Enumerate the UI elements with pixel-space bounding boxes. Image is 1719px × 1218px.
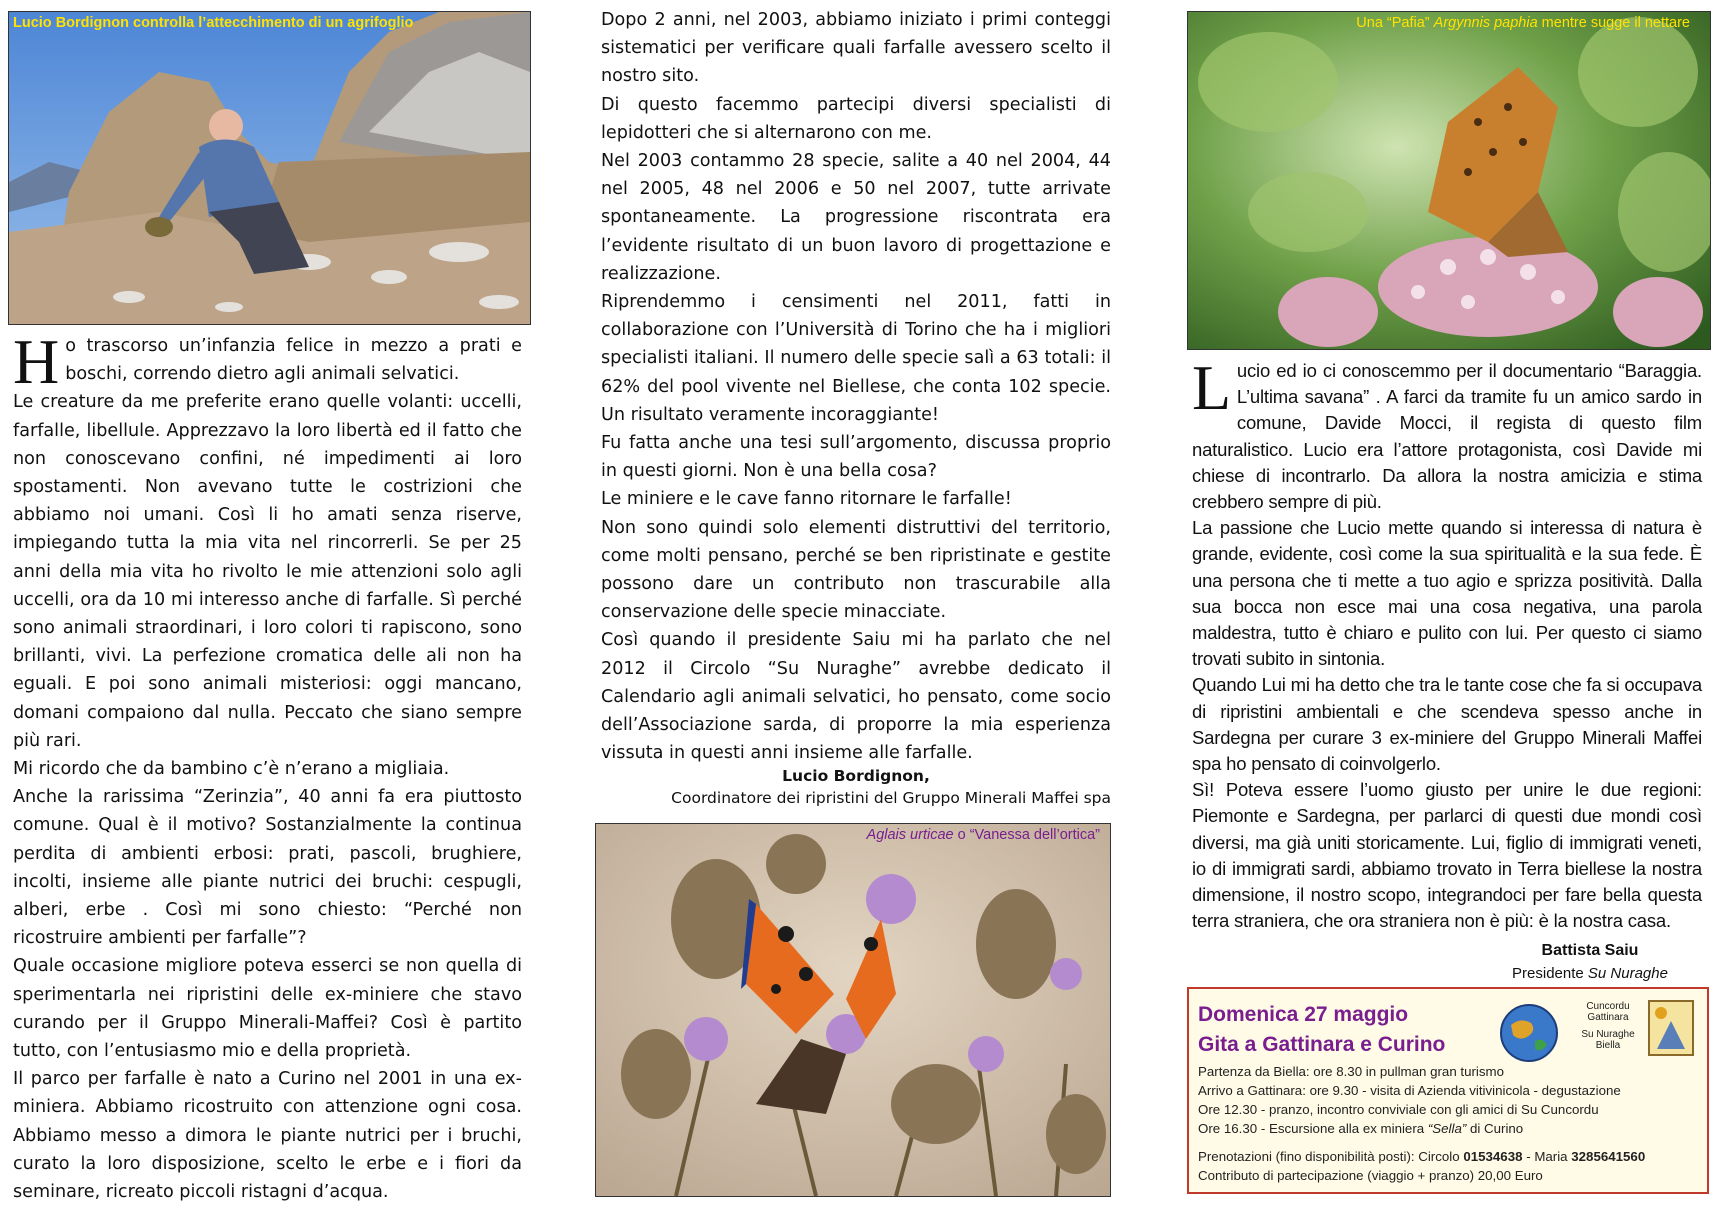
paragraph: Il parco per farfalle è nato a Curino nel 2001 in una ex-miniera. Abbiamo ricostruito con attenzione ogni cosa. Abbiamo messo a dimora le piante nutrici per i bruchi, curato la loro disposizione, scelto le erbe e i fiori da seminare, ricreato piccoli ristagni d’acqua. (13, 1069, 522, 1203)
phone-circolo: 01534638 (1463, 1149, 1523, 1164)
photo-lucio-quarry (8, 11, 531, 325)
phone-maria: 3285641560 (1571, 1149, 1646, 1164)
event-detail-line: Arrivo a Gattinara: ore 9.30 - visita di Azienda vitivinicola - degustazione (1198, 1083, 1621, 1098)
paragraph: Di questo facemmo partecipi diversi specialisti di lepidotteri che si alternarono con me. (601, 94, 1111, 143)
photo-argynnis-paphia (1187, 11, 1711, 350)
paragraph: Riprendemmo i censimenti nel 2011, fatti in collaborazione con l’Università di Torino che ha i migliori specialisti italiani. Il numero delle specie salì a 63 totali: il 62% del pool vivente nel Biellese, che conta 102 specie. Un risultato veramente incoraggiante! (601, 292, 1111, 425)
paragraph: Fu fatta anche una tesi sull’argomento, discussa proprio in questi giorni. Non è una bella cosa? (601, 433, 1111, 482)
logo-text: Su Nuraghe (1581, 1029, 1635, 1040)
booking-line (1198, 1149, 1645, 1164)
contribution-line: Contributo di partecipazione (viaggio + pranzo) 20,00 Euro (1198, 1168, 1543, 1183)
signature-name: Battista Saiu (1541, 942, 1639, 959)
signature-role-org: Su Nuraghe (1587, 965, 1668, 982)
paragraph: o trascorso un’infanzia felice in mezzo a prati e boschi, correndo dietro agli animali selvatici. (65, 336, 522, 385)
paragraph: ucio ed io ci conoscemmo per il documentario “Baraggia. L’ultima savana” . A farci da tramite fu un amico sardo in comune, Davide Mocci, il regista di questo film naturalistico. Lucio era l’attore protagonista, così Davide mi chiese di incontrarlo. Da allora la nostra amicizia e stima crebbero sempre di più. (1192, 360, 1702, 513)
dropcap: L (1192, 352, 1231, 423)
event-detail-line: Partenza da Biella: ore 8.30 in pullman gran turismo (1198, 1064, 1504, 1079)
detail-text: di Curino (1466, 1121, 1524, 1136)
paragraph: Quando Lui mi ha detto che tra le tante cose che fa si occupava di ripristini ambientali e che scendeva spesso anche in Sardegna per curare 3 ex-miniere del Gruppo Minerali Maffei spa ho pensato di coinvolgerlo. (1192, 674, 1702, 775)
paragraph: Dopo 2 anni, nel 2003, abbiamo iniziato i primi conteggi sistematici per verificare quali farfalle avessero scelto il nostro sito. (601, 10, 1111, 87)
event-title: Domenica 27 maggio (1198, 1003, 1409, 1026)
logo-text: Cuncordu (1586, 1001, 1630, 1012)
dropcap: H (13, 326, 60, 397)
paragraph: Così quando il presidente Saiu mi ha parlato che nel 2012 il Circolo “Su Nuraghe” avrebbe dedicato il Calendario agli animali selvatici, ho pensato, come socio dell’Associazione sarda, di proporre la mia esperienza vissuta in questi anni insieme alle farfalle. (601, 630, 1111, 764)
signature-role: Coordinatore dei ripristini del Gruppo Minerali Maffei spa (671, 789, 1111, 807)
caption-common-name: o “Vanessa dell’ortica” (953, 827, 1100, 843)
photo-aglais-urticae (595, 823, 1111, 1197)
paragraph: La passione che Lucio mette quando si interessa di natura è grande, evidente, così come la sua spiritualità e la sua fede. È una persona che ti mette a tuo agio e sprizza positività. Dalla sua bocca non esce mai una cosa negativa, una parola maldestra, tutto è chiaro e pulito con lui. Per questo ci siamo trovati subito in sintonia. (1192, 517, 1702, 670)
photo-caption (1356, 15, 1690, 31)
cuncordu-logo-text (1575, 1001, 1641, 1051)
paragraph: Le creature da me preferite erano quelle volanti: uccelli, farfalle, libellule. Apprezzavo la loro libertà ed il fatto che non conoscevano confini, né impedimenti ai loro spostamenti. Non avevano tutte le costrizioni che abbiamo noi umani. Così li ho amati senza riserve, impiegando tutta la mia vita nel rincorrerli. Se per 25 anni della mia vita ho rivolto le mie attenzioni solo agli uccelli, ora da 10 mi interesso anche di farfalle. Sì perché sono animali straordinari, i loro colori ti rapiscono, sono brillanti, vivi. La perfezione cromatica delle ali non ha eguali. E poi sono animali misteriosi: oggi mancano, domani compaiono dal nulla. Peccato che siano sempre più rari. (13, 392, 522, 751)
paragraph: Quale occasione migliore poteva esserci se non quella di sperimentarla nei ripristini delle ex-miniere che stavo curando per il Gruppo Minerali-Maffei? Così è partito tutto, con l’entusiasmo mio e della proprietà. (13, 956, 522, 1062)
paragraph: Sì! Poteva essere l’uomo giusto per unire le due regioni: Piemonte e Sardegna, per parlarci di questi due mondi così diversi, ma già uniti storicamente. Lui, figlio di immigrati veneti, io di immigrati sardi, abbiamo trovato in Terra biellese la nostra dimensione, il nostro scopo, integrandoci per fare bella questa terra straniera, che ora straniera non è più: è la nostra casa. (1192, 779, 1702, 932)
paragraph: Mi ricordo che da bambino c’è n’erano a migliaia. (13, 759, 450, 780)
signature-role (1490, 965, 1690, 982)
photo-caption: Lucio Bordignon controlla l’attecchimento di un agrifoglio (13, 15, 414, 31)
globe-logo-icon (1497, 1001, 1561, 1065)
booking-text: Prenotazioni (fino disponibilità posti): Circolo (1198, 1149, 1464, 1164)
caption-species: Argynnis paphia (1433, 15, 1538, 31)
photo-caption (867, 827, 1100, 843)
event-box (1187, 987, 1709, 1194)
logo-text: Gattinara (1587, 1012, 1629, 1023)
detail-place: “Sella” (1427, 1121, 1467, 1136)
caption-rest: mentre sugge il nettare (1537, 15, 1690, 31)
su-nuraghe-logo-icon (1647, 999, 1695, 1057)
event-detail-line (1198, 1121, 1523, 1136)
article-saiu-text (1192, 352, 1702, 934)
paragraph: Anche la rarissima “Zerinzia”, 40 anni fa era piuttosto comune. Qual è il motivo? Sostanzialmente la continua perdita di ambienti erbosi: prati, pascoli, brughiere, incolti, insieme alle piante nutrici dei bruchi: cespugli, alberi, erbe . Così mi sono chiesto: “Perché non ricostruire ambienti per farfalle”? (13, 787, 522, 949)
signature-name: Lucio Bordignon, (782, 767, 930, 785)
article-lucio-text-continued (601, 6, 1111, 767)
event-detail-line: Ore 12.30 - pranzo, incontro conviviale con gli amici di Su Cuncordu (1198, 1102, 1599, 1117)
logo-text: Biella (1595, 1040, 1621, 1051)
caption-species: Aglais urticae (866, 827, 954, 843)
article-lucio-text (13, 326, 522, 1206)
paragraph: Non sono quindi solo elementi distruttivi del territorio, come molti pensano, perché se ben ripristinate e gestite possono dare un contributo non trascurabile alla conservazione delle specie minacciate. (601, 517, 1111, 623)
event-subtitle: Gita a Gattinara e Curino (1198, 1033, 1446, 1056)
paragraph: Nel 2003 contammo 28 specie, salite a 40 nel 2004, 44 nel 2005, 48 nel 2006 e 50 nel 2007, tutte arrivate spontaneamente. La progressione riscontrata era l’evidente risultato di un buon lavoro di progettazione e realizzazione. (601, 151, 1111, 284)
booking-text: - Maria (1522, 1149, 1572, 1164)
caption-common-name: Una “Pafia” (1356, 15, 1434, 31)
signature-role-title: Presidente (1512, 965, 1588, 982)
detail-text: Ore 16.30 - Escursione alla ex miniera (1198, 1121, 1428, 1136)
paragraph: Le miniere e le cave fanno ritornare le farfalle! (601, 489, 1012, 510)
